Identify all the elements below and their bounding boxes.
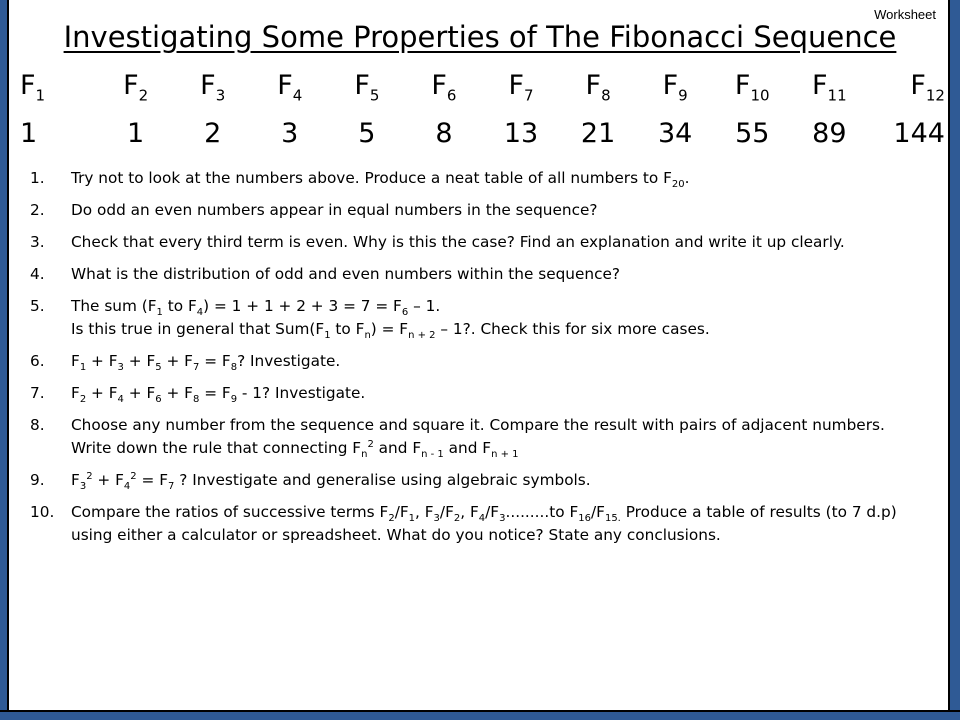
fib-term-value: 144 bbox=[893, 118, 945, 149]
fib-term-value: 3 bbox=[281, 118, 299, 149]
fib-term-label: $F_1$ bbox=[20, 70, 46, 105]
question-number: 1. bbox=[30, 169, 45, 187]
fib-term-label: $F_{12}$ bbox=[910, 70, 945, 105]
question-number: 2. bbox=[30, 201, 45, 219]
right-border bbox=[948, 0, 960, 720]
fibonacci-term-values bbox=[20, 118, 945, 162]
fibonacci-term-labels bbox=[20, 70, 945, 110]
fib-term-label: $F_4$ bbox=[277, 70, 303, 105]
question-item bbox=[30, 501, 930, 547]
question-item bbox=[30, 350, 930, 373]
fib-term-label: $F_2$ bbox=[123, 70, 149, 105]
question-text: Try not to look at the numbers above. Produce a neat table of all numbers to $F_{20}$. bbox=[71, 169, 690, 191]
fib-term-value: 1 bbox=[127, 118, 145, 149]
question-item bbox=[30, 414, 930, 460]
question-number: 9. bbox=[30, 471, 45, 489]
fib-term-value: 55 bbox=[735, 118, 770, 149]
bottom-border bbox=[0, 710, 960, 720]
fib-term-value: 1 bbox=[20, 118, 38, 149]
question-text: Do odd an even numbers appear in equal numbers in the sequence? bbox=[71, 201, 598, 219]
question-number: 3. bbox=[30, 233, 45, 251]
question-item bbox=[30, 199, 930, 222]
fib-term-label: $F_6$ bbox=[431, 70, 457, 105]
question-item bbox=[30, 167, 930, 190]
fib-term-value: 34 bbox=[657, 118, 693, 149]
page-title: Investigating Some Properties of The Fibonacci Sequence bbox=[63, 20, 897, 54]
question-text: $F_3^2 + F_4^2 = F_7$ ? Investigate and generalise using algebraic symbols. bbox=[71, 470, 591, 493]
question-text: What is the distribution of odd and even numbers within the sequence? bbox=[71, 265, 621, 283]
fib-term-label: $F_3$ bbox=[200, 70, 226, 105]
question-number: 6. bbox=[30, 352, 45, 370]
question-number: 8. bbox=[30, 416, 45, 434]
left-border bbox=[0, 0, 9, 720]
question-item bbox=[30, 263, 930, 286]
question-text: Choose any number from the sequence and square it. Compare the result with pairs of adjacent numbers. Write down the rule that connecting $F_n^2$ and $F_{n - 1}$ and $F_{n + 1}$ bbox=[71, 416, 885, 461]
question-text: Check that every third term is even. Why is this the case? Find an explanation and write it up clearly. bbox=[71, 233, 845, 251]
worksheet-tag: Worksheet bbox=[874, 7, 936, 22]
fib-term-label: $F_9$ bbox=[662, 70, 688, 105]
question-number: 10. bbox=[30, 503, 55, 521]
fib-term-value: 13 bbox=[503, 118, 539, 149]
question-item bbox=[30, 295, 930, 341]
question-number: 4. bbox=[30, 265, 45, 283]
question-number: 5. bbox=[30, 297, 45, 315]
question-text: $F_1 + F_3 + F_5 + F_7 = F_8$? Investigate. bbox=[71, 352, 341, 374]
fib-term-value: 2 bbox=[204, 118, 222, 149]
fib-term-label: $F_{11}$ bbox=[812, 70, 847, 105]
fib-term-label: $F_{10}$ bbox=[734, 70, 770, 105]
question-text: Compare the ratios of successive terms $F_2/F_1$, $F_3/F_2$, $F_4/F_3.........to$ $F_{16}/F_{15.}$ Produce a table of results (to 7 d.p) using either a calculator or spreadsheet. What do you notice? State any conclusions. bbox=[71, 503, 897, 544]
fib-term-value: 89 bbox=[812, 118, 847, 149]
question-text: The sum ($F_1$ to $F_4) = 1 + 1 + 2 + 3 = 7 = F_6 - 1$. Is this true in general that $Sum(F_1$ to $F_n) = F_{n + 2} - 1$?. Check this for six more cases. bbox=[71, 297, 710, 342]
question-text: $F_2 + F_4 + F_6 + F_8 = F_9 - 1$? Investigate. bbox=[71, 384, 366, 406]
fib-term-value: 8 bbox=[435, 118, 453, 149]
fib-term-label: $F_5$ bbox=[354, 70, 380, 105]
question-list bbox=[30, 167, 930, 556]
question-item bbox=[30, 469, 930, 492]
fib-term-value: 5 bbox=[358, 118, 376, 149]
question-number: 7. bbox=[30, 384, 45, 402]
fib-term-label: $F_8$ bbox=[585, 70, 611, 105]
fib-term-label: $F_7$ bbox=[508, 70, 534, 105]
question-item bbox=[30, 231, 930, 254]
question-item bbox=[30, 382, 930, 405]
fib-term-value: 21 bbox=[580, 118, 616, 149]
